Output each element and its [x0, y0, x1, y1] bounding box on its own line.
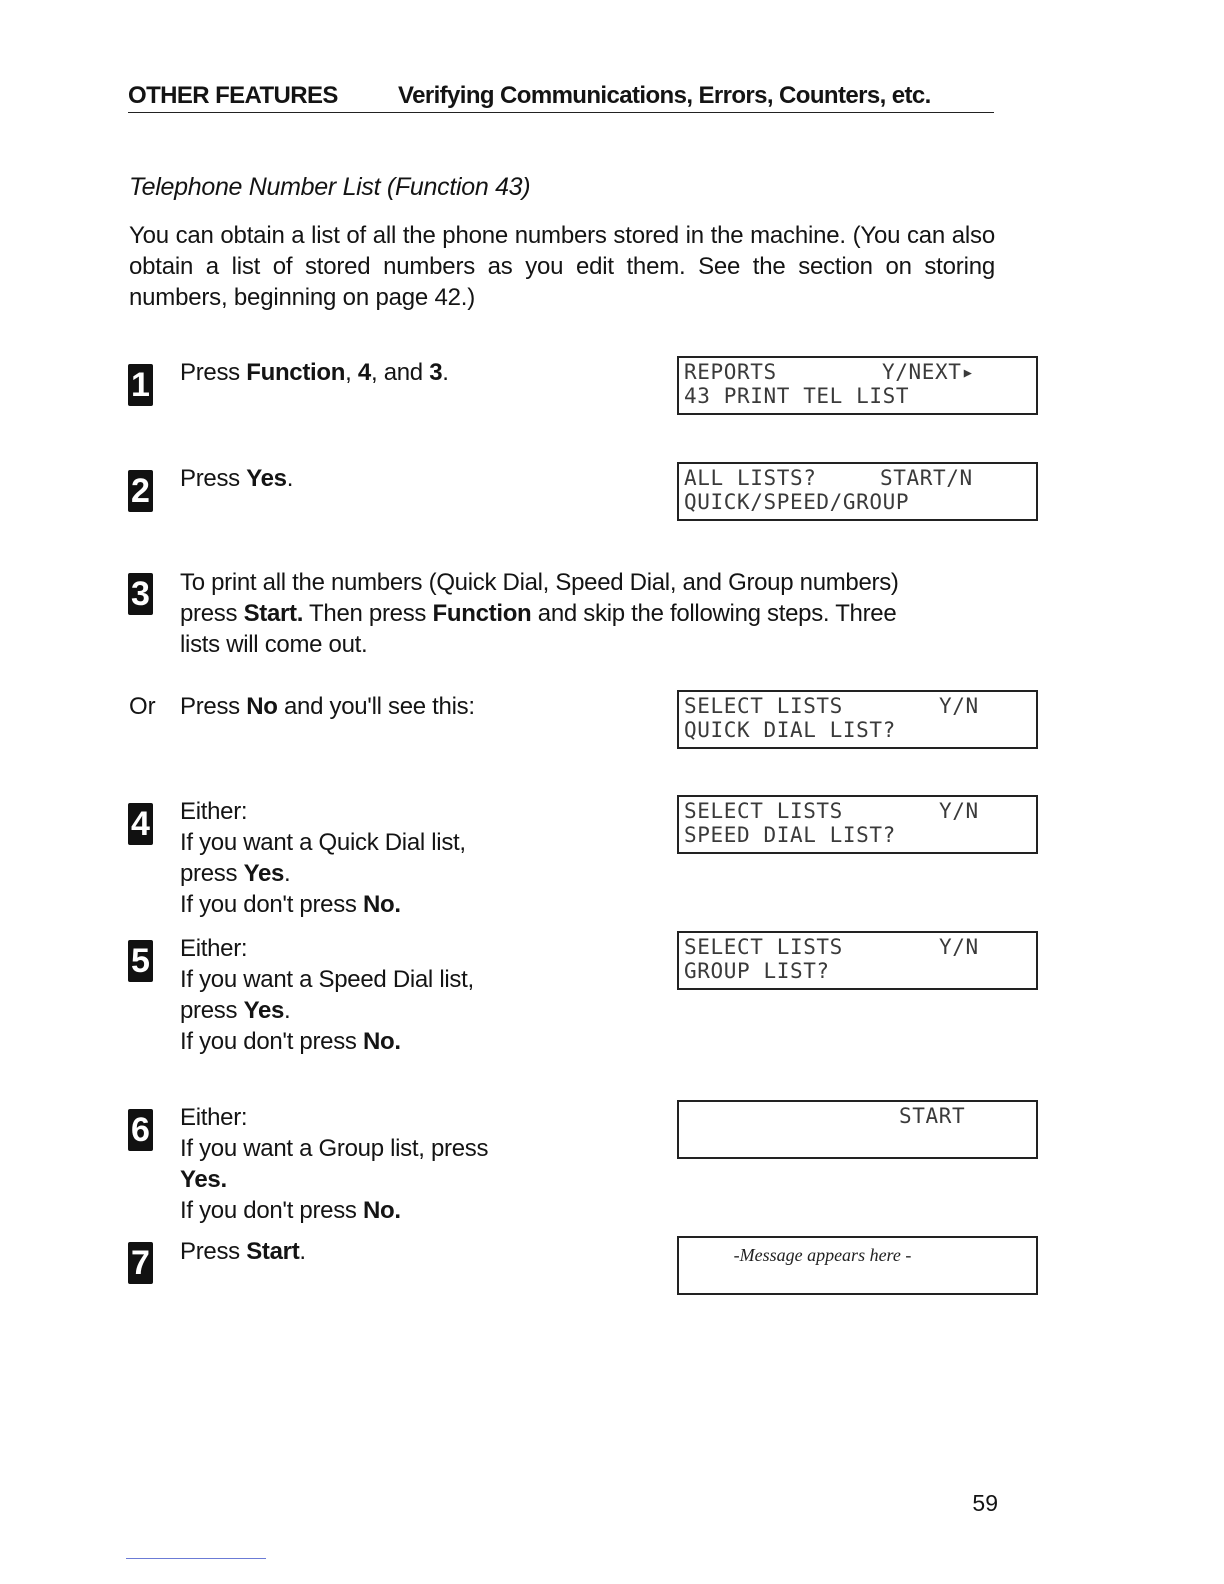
step-key-name: Yes	[246, 465, 287, 492]
step-text-run: Either:	[180, 1104, 248, 1131]
step-text-run: press	[180, 997, 244, 1024]
footer-rule	[126, 1558, 266, 1559]
step-6-text	[180, 1102, 488, 1226]
step-5-badge: 5	[128, 940, 153, 982]
step-text-run: , and	[370, 359, 430, 386]
step-2-text	[180, 463, 293, 494]
lcd-4-line1: SELECT LISTS	[684, 799, 843, 823]
step-2-badge: 2	[128, 470, 153, 512]
step-line	[180, 1026, 474, 1057]
step-key-name: Start.	[243, 600, 304, 627]
lcd-display-3	[677, 690, 1038, 749]
step-text-run: .	[442, 359, 449, 386]
step-6-badge: 6	[128, 1109, 153, 1151]
lcd-2-line1-right: START/N	[880, 466, 973, 490]
step-text-run: .	[286, 465, 294, 492]
lcd-display-2	[677, 462, 1038, 521]
step-text-run: Either:	[180, 798, 248, 825]
step-line	[180, 933, 474, 964]
step-3-badge: 3	[128, 573, 153, 615]
step-text-run: and you'll see this:	[277, 693, 475, 720]
step-key-name: Function	[432, 600, 532, 627]
step-key-name: No.	[362, 891, 401, 918]
lcd-1-line2: 43 PRINT TEL LIST	[684, 384, 910, 408]
step-text-run: Press	[180, 1238, 247, 1265]
step-line	[180, 796, 466, 827]
lcd-2-line1: ALL LISTS?	[684, 466, 817, 490]
header-rule	[128, 112, 994, 113]
step-text-run: Either:	[180, 935, 248, 962]
step-text-run: Then press	[303, 600, 433, 627]
lcd-display-1	[677, 356, 1038, 415]
step-line	[180, 691, 475, 722]
step-4-badge: 4	[128, 803, 153, 845]
lcd-display-5	[677, 931, 1038, 990]
step-key-name: Start	[246, 1238, 300, 1265]
step-text-run: To print all the numbers (Quick Dial, Speed Dial, and Group numbers)	[180, 569, 899, 596]
step-text-run: If you don't press	[180, 1028, 363, 1055]
step-text-run: press	[180, 600, 244, 627]
step-line	[180, 629, 899, 660]
lcd-2-line2: QUICK/SPEED/GROUP	[684, 490, 910, 514]
step-text-run: ,	[345, 359, 358, 386]
step-key-name: Function	[246, 359, 346, 386]
lcd-display-4	[677, 795, 1038, 854]
step-line	[180, 1102, 488, 1133]
step-7-text	[180, 1236, 306, 1267]
step-line	[180, 1133, 488, 1164]
step-line	[180, 357, 449, 388]
lcd-5-line1-right: Y/N	[939, 935, 979, 959]
section-subtitle: Telephone Number List (Function 43)	[129, 173, 531, 201]
lcd-1-line1-right: Y/NEXT▸	[882, 360, 975, 384]
lcd-3-line2: QUICK DIAL LIST?	[684, 718, 896, 742]
step-text-run: press	[180, 860, 244, 887]
step-line	[180, 1164, 488, 1195]
step-7-badge: 7	[128, 1242, 153, 1284]
lcd-7-message: -Message appears here -	[733, 1245, 912, 1265]
step-text-run: .	[284, 860, 291, 887]
step-1-text	[180, 357, 449, 388]
step-key-name: 4	[357, 359, 371, 386]
step-text-run: If you don't press	[180, 1197, 363, 1224]
step-key-name: Yes.	[180, 1166, 227, 1193]
lcd-display-6	[677, 1100, 1038, 1159]
step-5-text	[180, 933, 474, 1057]
step-line	[180, 598, 899, 629]
step-text-run: lists will come out.	[180, 631, 368, 658]
step-line	[180, 858, 466, 889]
step-line	[180, 567, 899, 598]
step-key-name: 3	[429, 359, 443, 386]
step-line	[180, 827, 466, 858]
lcd-6-line1-right: START	[899, 1104, 966, 1128]
or-label: Or	[129, 693, 156, 720]
lcd-4-line2: SPEED DIAL LIST?	[684, 823, 896, 847]
step-text-run: and skip the following steps. Three	[531, 600, 897, 627]
step-text-run: If you want a Speed Dial list,	[180, 966, 474, 993]
step-text-run: Press	[180, 359, 247, 386]
or-step-text	[180, 691, 475, 722]
lcd-3-line1-right: Y/N	[939, 694, 979, 718]
page-header-title: Verifying Communications, Errors, Counters, etc.	[398, 82, 931, 109]
intro-paragraph: You can obtain a list of all the phone numbers stored in the machine. (You can also obtain a list of stored numbers as you edit them. See the section on storing numbers, beginning on page 42.)	[129, 222, 995, 311]
step-text-run: Press	[180, 693, 247, 720]
step-line	[180, 1236, 306, 1267]
step-key-name: Yes	[243, 860, 285, 887]
lcd-display-7	[677, 1236, 1038, 1295]
step-key-name: Yes	[243, 997, 285, 1024]
step-line	[180, 889, 466, 920]
lcd-4-line1-right: Y/N	[939, 799, 979, 823]
step-4-text	[180, 796, 466, 920]
step-text-run: If you don't press	[180, 891, 363, 918]
step-line	[180, 964, 474, 995]
step-text-run: .	[284, 997, 291, 1024]
lcd-3-line1: SELECT LISTS	[684, 694, 843, 718]
lcd-5-line2: GROUP LIST?	[684, 959, 830, 983]
lcd-1-line1: REPORTS	[684, 360, 777, 384]
step-line	[180, 1195, 488, 1226]
step-text-run: Press	[180, 465, 247, 492]
step-text-run: .	[299, 1238, 306, 1265]
step-line	[180, 995, 474, 1026]
step-key-name: No.	[362, 1197, 401, 1224]
step-key-name: No.	[362, 1028, 401, 1055]
step-text-run: If you want a Group list, press	[180, 1135, 489, 1162]
step-text-run: If you want a Quick Dial list,	[180, 829, 466, 856]
step-1-badge: 1	[128, 364, 153, 406]
step-line	[180, 463, 293, 494]
section-label: OTHER FEATURES	[128, 82, 338, 109]
lcd-5-line1: SELECT LISTS	[684, 935, 843, 959]
page-number: 59	[972, 1490, 998, 1516]
step-key-name: No	[246, 693, 278, 720]
step-3-text	[180, 567, 899, 660]
